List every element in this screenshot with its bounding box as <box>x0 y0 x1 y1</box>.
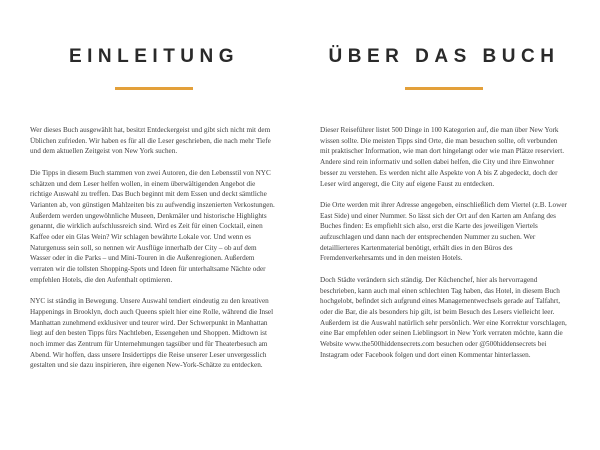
right-heading-rule <box>405 87 483 90</box>
right-body <box>320 125 568 360</box>
left-paragraph: NYC ist ständig in Bewegung. Unsere Auswahl tendiert eindeutig zu den kreativen Happenings in Brooklyn, doch auch Queens spielt hier eine Rolle, während die Insel Manhattan zunehmend exklusiver und teurer wird. Der Schwerpunkt in Manhattan liegt auf den besten Tipps fürs Nachtleben, Essengehen und Shoppen. Midtown ist noch immer das Zentrum für Unternehmungen tagsüber und für Theaterbesuch am Abend. Wir hoffen, dass unsere Insidertipps die Reise unserer Leser unvergesslich gestalten und sie dazu inspirieren, ihre eigenen New-York-Schätze zu entdecken. <box>30 297 274 370</box>
left-heading-rule <box>115 87 193 90</box>
right-page <box>320 0 568 371</box>
left-page <box>30 0 278 382</box>
right-paragraph: Dieser Reiseführer listet 500 Dinge in 100 Kategorien auf, die man über New York wissen sollte. Die meisten Tipps sind Orte, die man besuchen sollte, oft verbunden mit praktischer Information, wie man dort hingelangt oder wie man Plätze reserviert. Andere sind rein informativ und sollen dabei helfen, die City und ihre Einwohner besser zu verstehen. Es werden nicht alle Aspekte von A bis Z abgedeckt, doch der Leser wird angeregt, die City auf eigene Faust zu entdecken. <box>320 126 565 188</box>
left-paragraph: Wer dieses Buch ausgewählt hat, besitzt Entdeckergeist und gibt sich nicht mit dem Üblichen zufrieden. Wir haben es für all die Leser geschrieben, die nach mehr Tiefe und dem aktuellen Zeitgeist von New York suchen. <box>30 126 271 156</box>
left-body <box>30 125 278 371</box>
right-paragraph: Die Orte werden mit ihrer Adresse angegeben, einschließlich dem Viertel (z.B. Lower East Side) und einer Nummer. So lässt sich der Ort auf den Karten am Anfang des Buches finden: Es empfiehlt sich also, erst die Karte des jeweiligen Viertels aufzuschlagen und dann nach der entsprechenden Nummer zu suchen. Wer detaillierteres Kartenmaterial benötigt, erhält dies in den Büros des Fremdenverkehrsamts und in den meisten Hotels. <box>320 200 567 263</box>
right-paragraph: Doch Städte verändern sich ständig. Der Küchenchef, hier als hervorragend beschrieben, kann auch mal einen schlechten Tag haben, das Hotel, in diesem Buch hochgelobt, befindet sich aufgrund eines Managementwechsels gerade auf Talfahrt, oder die Bar, die als besonders hip gilt, ist beim Besuch des Lesers vielleicht leer. Außerdem ist die Auswahl natürlich sehr persönlich. Wer eine Korrektur vorschlagen, eine Bar empfehlen oder seinen Lieblingsort in New York verraten möchte, kann die Website www.the500hiddensecrets.com besuchen oder @500hiddensecrets bei Instagram oder Facebook folgen und dort einen Kommentar hinterlassen. <box>320 275 567 359</box>
right-heading: ÜBER DAS BUCH <box>328 46 560 67</box>
left-paragraph: Die Tipps in diesem Buch stammen von zwei Autoren, die den Lebensstil von NYC schätzen und dem Leser helfen wollen, in einem überwältigenden Angebot die richtige Auswahl zu treffen. Das Buch beginnt mit dem Essen und deckt sämtliche Varianten ab, von günstigen Mahlzeiten bis zu aufwendig inszenierten Verkostungen. Außerdem werden ungewöhnliche Museen, Denkmäler und historische Highlights genannt, die wirklich aufschlussreich sind. Wird es Zeit für einen Cocktail, einen Kaffee oder ein Glas Wein? Wir schlagen bewährte Lokale vor. Und wenn es Naturgenuss sein soll, so nennen wir Ausflüge innerhalb der City – ob auf dem Wasser oder in die Parks – und Mini-Touren in die Außenregionen. Außerdem verraten wir die tollsten Shopping-Spots und Ideen für unterhaltsame Nächte oder empfehlen Hotels, die den Aufenthalt optimieren. <box>30 168 275 284</box>
left-heading: EINLEITUNG <box>68 46 240 67</box>
